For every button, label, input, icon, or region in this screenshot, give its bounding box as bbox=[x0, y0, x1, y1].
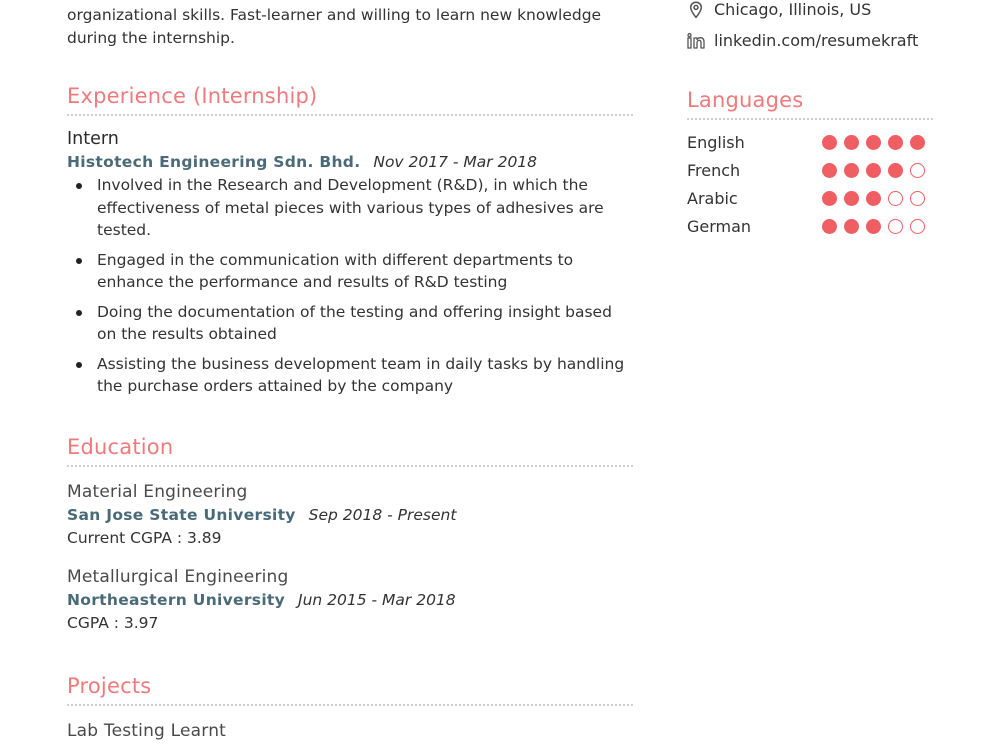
degree-name: Metallurgical Engineering bbox=[67, 567, 289, 587]
contact-location bbox=[687, 0, 871, 19]
level-dot-empty bbox=[888, 191, 903, 206]
degree-name: Material Engineering bbox=[67, 482, 248, 502]
language-name: English bbox=[687, 132, 745, 152]
location-pin-icon bbox=[687, 1, 705, 19]
language-name: French bbox=[687, 160, 741, 180]
level-dot-empty bbox=[888, 219, 903, 234]
level-dot-filled bbox=[866, 163, 881, 178]
list-item bbox=[67, 353, 633, 398]
location-text: Chicago, Illinois, US bbox=[714, 0, 872, 19]
school-line bbox=[67, 503, 633, 527]
list-item bbox=[67, 174, 633, 242]
job-dates: Nov 2017 - Mar 2018 bbox=[373, 153, 538, 171]
languages-section bbox=[687, 88, 933, 240]
bullet-icon bbox=[76, 258, 82, 264]
project-name: Lab Testing Learnt bbox=[67, 721, 227, 741]
language-row bbox=[687, 128, 933, 156]
bullet-icon bbox=[76, 183, 82, 189]
section-title-education: Education bbox=[67, 435, 174, 459]
section-divider bbox=[67, 114, 633, 116]
level-dot-filled bbox=[910, 135, 925, 150]
company-name: Histotech Engineering Sdn. Bhd. bbox=[67, 153, 361, 171]
education-entry bbox=[67, 481, 633, 550]
school-line bbox=[67, 588, 633, 612]
bullet-text: Doing the documentation of the testing and offering insight based on the results obtained bbox=[97, 302, 612, 343]
gpa-text: Current CGPA : 3.89 bbox=[67, 529, 222, 547]
section-title-experience: Experience (Internship) bbox=[67, 84, 318, 108]
bullet-icon bbox=[76, 310, 82, 316]
language-level bbox=[822, 191, 925, 206]
gpa-text: CGPA : 3.97 bbox=[67, 614, 159, 632]
level-dot-filled bbox=[844, 163, 859, 178]
level-dot-filled bbox=[888, 163, 903, 178]
language-row bbox=[687, 156, 933, 184]
summary-line: during the internship. bbox=[67, 29, 235, 47]
level-dot-filled bbox=[844, 191, 859, 206]
level-dot-filled bbox=[844, 135, 859, 150]
list-item bbox=[67, 249, 633, 294]
experience-section bbox=[67, 84, 633, 405]
level-dot-filled bbox=[822, 219, 837, 234]
school-name: Northeastern University bbox=[67, 591, 286, 609]
education-dates: Jun 2015 - Mar 2018 bbox=[298, 591, 456, 609]
level-dot-filled bbox=[844, 219, 859, 234]
section-title-languages: Languages bbox=[687, 88, 804, 112]
language-level bbox=[822, 135, 925, 150]
job-bullets bbox=[67, 174, 633, 398]
job-entry bbox=[67, 128, 633, 398]
bullet-text: Involved in the Research and Development (R&D), in which the effectiveness of metal pieces with various types of adhesives are tested. bbox=[97, 176, 604, 239]
linkedin-link[interactable]: linkedin.com/resumekraft bbox=[714, 31, 919, 50]
bullet-icon bbox=[76, 362, 82, 368]
education-section bbox=[67, 435, 633, 635]
level-dot-filled bbox=[866, 191, 881, 206]
job-role: Intern bbox=[67, 129, 119, 149]
level-dot-filled bbox=[822, 191, 837, 206]
list-item bbox=[67, 301, 633, 346]
level-dot-empty bbox=[910, 219, 925, 234]
job-org-line bbox=[67, 150, 633, 174]
language-name: Arabic bbox=[687, 188, 738, 208]
section-divider bbox=[687, 118, 933, 120]
language-list bbox=[687, 128, 933, 240]
education-dates: Sep 2018 - Present bbox=[308, 506, 457, 524]
language-name: German bbox=[687, 216, 752, 236]
bullet-text: Engaged in the communication with different departments to enhance the performance and results of R&D testing bbox=[97, 250, 574, 291]
level-dot-empty bbox=[910, 191, 925, 206]
bullet-text: Assisting the business development team in daily tasks by handling the purchase orders attained by the company bbox=[97, 354, 625, 395]
section-divider bbox=[67, 704, 633, 706]
level-dot-filled bbox=[822, 135, 837, 150]
language-row bbox=[687, 212, 933, 240]
language-row bbox=[687, 184, 933, 212]
language-level bbox=[822, 163, 925, 178]
section-divider bbox=[67, 465, 633, 467]
language-level bbox=[822, 219, 925, 234]
contact-linkedin[interactable] bbox=[687, 31, 918, 50]
projects-section bbox=[67, 674, 633, 742]
linkedin-icon bbox=[687, 32, 705, 50]
section-title-projects: Projects bbox=[67, 674, 152, 698]
education-entry bbox=[67, 566, 633, 635]
summary-line: organizational skills. Fast-learner and willing to learn new knowledge bbox=[67, 6, 602, 24]
school-name: San Jose State University bbox=[67, 506, 296, 524]
level-dot-filled bbox=[866, 135, 881, 150]
level-dot-filled bbox=[822, 163, 837, 178]
summary-text bbox=[67, 4, 633, 50]
level-dot-filled bbox=[888, 135, 903, 150]
level-dot-filled bbox=[866, 219, 881, 234]
level-dot-empty bbox=[910, 163, 925, 178]
